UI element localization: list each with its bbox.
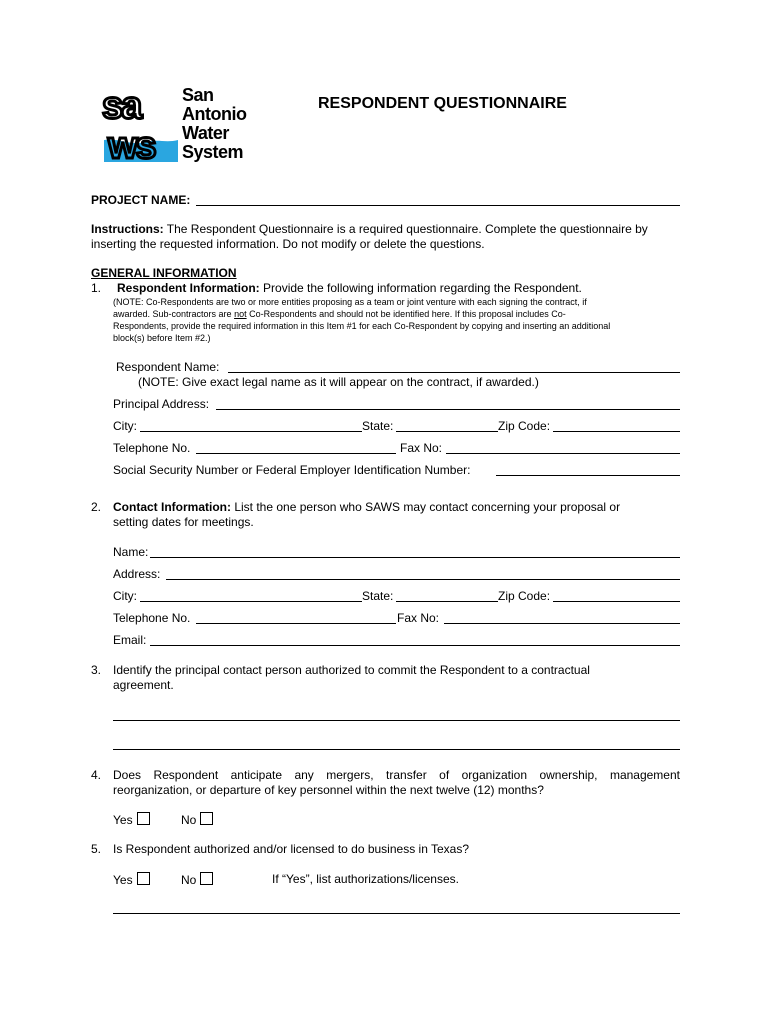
q2-email-label: Email:: [113, 633, 147, 647]
q3-text-line1: Identify the principal contact person authorized to commit the Respondent to a contractual: [113, 663, 590, 677]
q2-email-field[interactable]: [150, 645, 680, 646]
principal-address-label: Principal Address:: [113, 397, 210, 411]
q2-name-field[interactable]: [150, 557, 680, 558]
q2-city-field[interactable]: [140, 601, 362, 602]
q4-yes-checkbox[interactable]: [137, 812, 150, 825]
q1-telephone-label: Telephone No.: [113, 441, 191, 455]
q5-no-label: No: [181, 873, 197, 887]
q2-label: Contact Information:: [113, 500, 231, 514]
instructions-text-line1: The Respondent Questionnaire is a required questionnaire. Complete the questionnaire by: [166, 222, 648, 236]
q5-yes-checkbox[interactable]: [137, 872, 150, 885]
q3-answer-line-2[interactable]: [113, 749, 680, 750]
q5-no-checkbox[interactable]: [200, 872, 213, 885]
q2-text-line2: setting dates for meetings.: [113, 515, 254, 529]
q1-number: 1.: [91, 281, 102, 295]
logo-line-system: System: [182, 142, 244, 162]
q2-fax-label: Fax No:: [397, 611, 440, 625]
q2-number: 2.: [91, 500, 102, 514]
q2-text-line1: List the one person who SAWS may contact concerning your proposal or: [234, 500, 621, 514]
svg-text:ws: ws: [108, 125, 155, 166]
page-title: RESPONDENT QUESTIONNAIRE: [318, 95, 567, 112]
q1-zip-field[interactable]: [553, 431, 680, 432]
logo-line-water: Water: [182, 123, 229, 143]
saws-logo: [100, 80, 245, 166]
saws-emblem: [100, 80, 180, 166]
q4-yes-label: Yes: [113, 813, 133, 827]
q1-state-field[interactable]: [396, 431, 498, 432]
logo-line-antonio: Antonio: [182, 104, 247, 124]
q1-telephone-field[interactable]: [196, 453, 396, 454]
q2-state-field[interactable]: [396, 601, 498, 602]
q5-answer-line[interactable]: [113, 913, 680, 914]
q2-zip-label: Zip Code:: [498, 589, 551, 603]
q1-note-line4: block(s) before Item #2.): [113, 333, 211, 343]
q2-telephone-label: Telephone No.: [113, 611, 191, 625]
logo-line-san: San: [182, 85, 214, 105]
respondent-name-note: (NOTE: Give exact legal name as it will appear on the contract, if awarded.): [138, 375, 539, 389]
q5-number: 5.: [91, 842, 102, 856]
q1-fax-field[interactable]: [446, 453, 680, 454]
q4-text-line1: Does Respondent anticipate any mergers, transfer of organization ownership, management: [113, 768, 680, 782]
q2-address-label: Address:: [113, 567, 161, 581]
instructions-text-line2: inserting the requested information. Do not modify or delete the questions.: [91, 237, 485, 251]
q1-label: Respondent Information:: [117, 281, 260, 295]
q1-zip-label: Zip Code:: [498, 419, 551, 433]
q3-number: 3.: [91, 663, 102, 677]
q4-no-label: No: [181, 813, 197, 827]
q4-number: 4.: [91, 768, 102, 782]
project-name-field[interactable]: [196, 205, 680, 206]
q1-note-line3: Respondents, provide the required information in this Item #1 for each Co-Respondent by copying and inserting an additional: [113, 321, 611, 331]
general-information-heading: GENERAL INFORMATION: [91, 266, 237, 280]
q1-note-line1: (NOTE: Co-Respondents are two or more entities proposing as a team or joint venture with each signing the contract, if: [113, 297, 587, 307]
q1-state-label: State:: [362, 419, 394, 433]
q2-fax-field[interactable]: [444, 623, 680, 624]
q4-text-line2: reorganization, or departure of key personnel within the next twelve (12) months?: [113, 783, 544, 797]
q5-text: Is Respondent authorized and/or licensed to do business in Texas?: [113, 842, 470, 856]
q4-no-checkbox[interactable]: [200, 812, 213, 825]
q5-yes-label: Yes: [113, 873, 133, 887]
instructions-label: Instructions:: [91, 222, 164, 236]
q1-fax-label: Fax No:: [400, 441, 443, 455]
q1-text: Provide the following information regarding the Respondent.: [263, 281, 582, 295]
q2-zip-field[interactable]: [553, 601, 680, 602]
q2-address-field[interactable]: [166, 579, 680, 580]
ssn-fein-field[interactable]: [496, 475, 680, 476]
q2-city-label: City:: [113, 589, 137, 603]
q1-city-label: City:: [113, 419, 137, 433]
respondent-name-label: Respondent Name:: [116, 360, 220, 374]
svg-text:sa: sa: [102, 85, 141, 127]
q2-name-label: Name:: [113, 545, 149, 559]
q1-city-field[interactable]: [140, 431, 362, 432]
q2-state-label: State:: [362, 589, 394, 603]
q1-note-line2a: awarded. Sub-contractors are: [113, 309, 235, 319]
q1-note-line2b: Co-Respondents and should not be identified here. If this proposal includes Co-: [246, 309, 566, 319]
ssn-fein-label: Social Security Number or Federal Employer Identification Number:: [113, 463, 471, 477]
q5-if-yes-text: If “Yes”, list authorizations/licenses.: [272, 872, 459, 886]
q2-telephone-field[interactable]: [196, 623, 396, 624]
q3-answer-line-1[interactable]: [113, 720, 680, 721]
project-name-label: PROJECT NAME:: [91, 193, 191, 207]
respondent-name-field[interactable]: [228, 372, 680, 373]
q3-text-line2: agreement.: [113, 678, 174, 692]
principal-address-field[interactable]: [216, 409, 680, 410]
q1-note-not: not: [234, 309, 247, 319]
